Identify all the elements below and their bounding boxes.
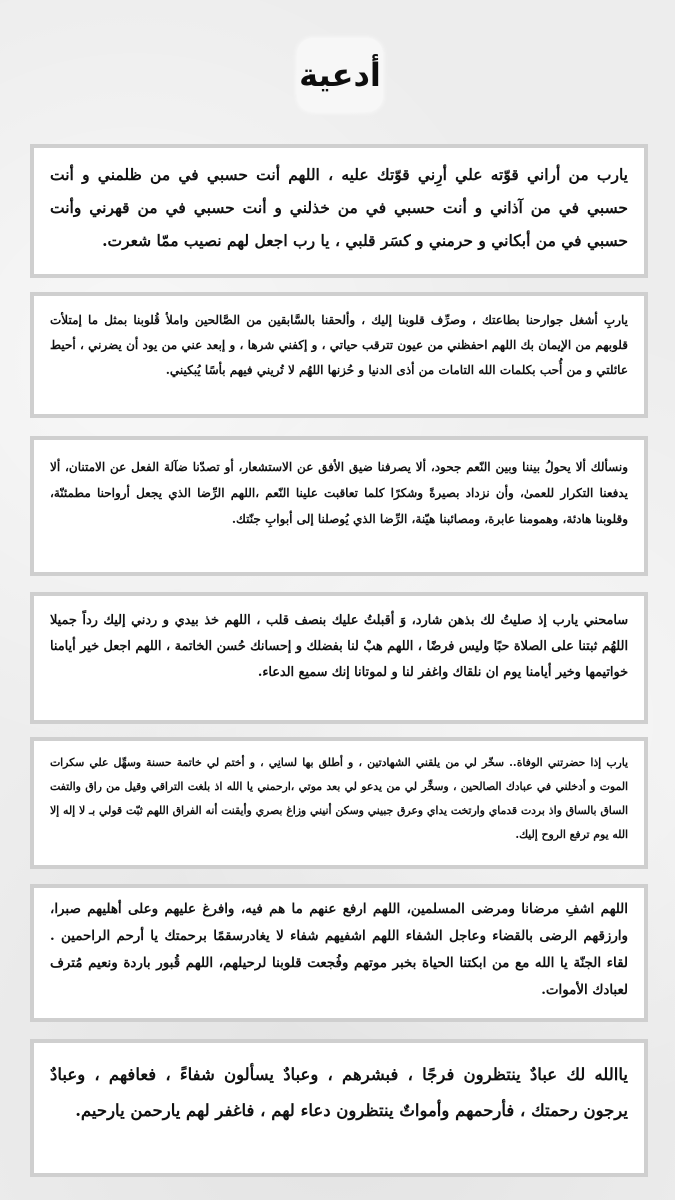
dua-card [30,592,648,724]
dua-card [30,144,648,278]
dua-text: يارب إذا حضرتني الوفاة.. سخّر لي من يلقني الشهادتين ، و أطلق بها لسانِي ، و أختم لي خاتمة حسنة وسهِّل علي سكرات الموت و أدخلني في عبادك الصالحين ، وسخِّر لي من يدعو لي بعد موتي ،ارحمني يا الله اذ بلغت التراقي وقيل من راق والتفت الساق بالساق واذ بردت قدماي وارتخت يداي وعرق جبيني وسكن أنيني وزاغ بصري وأيقنت أنه الفراق اللهم ثبّت قولي بـ لا إله إلا الله يوم ترفع الروح إليك. [50,756,628,841]
dua-text: ياالله لك عبادٌ ينتظرون فرجًا ، فبشرهم ، وعبادٌ يسألون شفاءً ، فعافهم ، وعبادٌ يرجون رحمتك ، فأرحمهم وأمواتٌ ينتظرون دعاء لهم ، فاغفر لهم يارحمن يارحيم. [50,1065,628,1120]
title-badge [297,38,383,112]
dua-card [30,1039,648,1177]
dua-text: يارب من أراني قوّته علي أرِني قوّتك عليه ، اللهم أنت حسبي في من ظلمني و أنت حسبي في من آذاني و أنت حسبي في من خذلني و أنت حسبي في من قهرني وأنت حسبي في من أبكاني و حرمني و كسَر قلبي ، يا رب اجعل لهم نصيب ممّا شعرت. [50,165,628,250]
dua-card [30,292,648,418]
dua-card [30,737,648,869]
dua-text: ونسألك ألا يحولُ بيننا وبين النّعم جحود، ألا يصرفنا ضيق الأفق عن الاستشعار، أو تصدّنا ضآلة الفعل عن الامتنان، ألا يدفعنا التكرار للعمىٰ، وأن نزداد بصيرةً وشكرًا كلما تعاقبت علينا النّعم ،اللهم الرِّضا الذي يجعل أرواحنا مطمئنّة، وقلوبنا هادئة، وهمومنا عابرة، ومصائبنا هيّنة، الرِّضا الذي يُوصلنا إلى أبوابِ جنّتك. [50,460,628,526]
page-title: أدعية [299,56,381,94]
dua-text: سامحني يارب إذ صليتُ لك بذهن شارد، وَ أقبلتُ عليك بنصف قلب ، اللهم خذ بيدي و ردني إليك رداً جميلا اللهُم ثبتنا على الصلاة حبًا وليس فرضًا ، اللهم هبْ لنا بفضلك و إحسانك حُسن الخاتمة ، اللهم اجعل خير أيامنا خواتيمها وخير أيامنا يوم ان نلقاك واغفر لنا و لموتانا إنك سميع الدعاء. [50,613,628,680]
dua-card [30,436,648,576]
dua-card [30,884,648,1022]
dua-text: اللهم اشفِ مرضانا ومرضى المسلمين، اللهم ارفع عنهم ما هم فيه، وافرغ عليهم وعلى أهليهم صبرا، وارزقهم الرضى بالقضاء وعاجل الشفاء اللهم اشفيهم شفاء لا يغادرسقمًا برحمتك يا أرحم الراحمين . لقاء الجنّة يا الله مع من ابكتنا الحياة بخبر موتهم وفُجعت قلوبنا لرحيلهم، اللهم قُبور باردة ونعيم مُترف لعبادك الأموات. [50,901,628,998]
dua-text: ياربِ أشغل جوارحنا بطاعتك ، وصرِّف قلوبنا إليك ، وألحقنا بالسَّابقين من الصَّالحين واملأ قُلوبنا بمثل ما إمتلأت قلوبهم من الإيمان بك اللهم احفظني من عيون تترقب حياتي ، و إكفني شرها ، و إبعد عني من يود أن يضرني ، أحيط عائلتي و من أُحب بكلمات الله التامات من أذى الدنيا و حُزنها اللهُم لا تُريني فيهم بأسًا يُبكيني. [50,313,628,377]
